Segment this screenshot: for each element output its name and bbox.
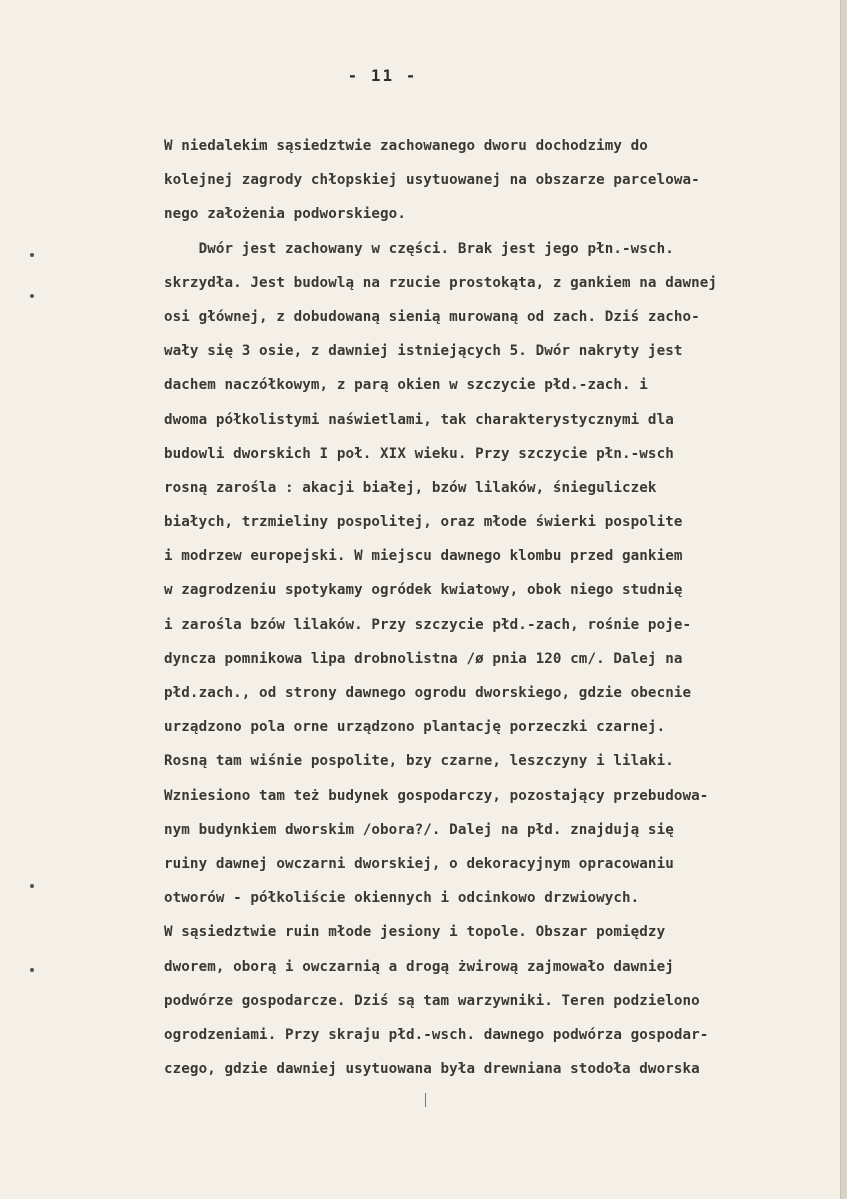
margin-mark (30, 968, 34, 972)
text-line: Rosną tam wiśnie pospolite, bzy czarne, leszczyny i lilaki. (164, 753, 674, 770)
text-line: W niedalekim sąsiedztwie zachowanego dworu dochodzimy do (164, 138, 648, 154)
text-line: białych, trzmieliny pospolitej, oraz młode świerki pospolite (164, 514, 683, 531)
text-line: dyncza pomnikowa lipa drobnolistna /ø pnia 120 cm/. Dalej na (164, 650, 683, 667)
text-line: dworem, oborą i owczarnią a drogą żwirową zajmowało dawniej (164, 958, 674, 975)
text-line: czego, gdzie dawniej usytuowana była drewniana stodoła dworska (164, 1061, 700, 1078)
margin-mark (30, 294, 34, 298)
text-line: Wzniesiono tam też budynek gospodarczy, pozostający przebudowa- (164, 787, 709, 804)
text-line: w zagrodzeniu spotykamy ogródek kwiatowy, obok niego studnię (164, 582, 683, 599)
text-line: skrzydła. Jest budowlą na rzucie prostokąta, z gankiem na dawnej (164, 274, 718, 291)
text-line: podwórze gospodarcze. Dziś są tam warzywniki. Teren podzielono (164, 992, 700, 1009)
text-line: nym budynkiem dworskim /obora?/. Dalej na płd. znajdują się (164, 821, 674, 838)
text-line: płd.zach., od strony dawnego ogrodu dworskiego, gdzie obecnie (164, 685, 692, 701)
text-line: ogrodzeniami. Przy skraju płd.-wsch. dawnego podwórza gospodar- (164, 1026, 709, 1043)
margin-mark (30, 253, 34, 257)
text-line: rosną zarośla : akacji białej, bzów lilaków, śnieguliczek (164, 479, 657, 496)
text-line: W sąsiedztwie ruin młode jesiony i topole. Obszar pomiędzy (164, 924, 666, 941)
text-line: dwoma półkolistymi naświetlami, tak charakterystycznymi dla (164, 411, 674, 428)
text-line: otworów - półkoliście okiennych i odcinkowo drzwiowych. (164, 890, 640, 907)
pen-mark (425, 1093, 426, 1107)
text-line: Dwór jest zachowany w części. Brak jest jego płn.-wsch. (164, 240, 674, 257)
text-line: urządzono pola orne urządzono plantację porzeczki czarnej. (164, 719, 666, 736)
text-line: dachem naczółkowym, z parą okien w szczycie płd.-zach. i (164, 377, 648, 394)
page-number: - 11 - (347, 66, 418, 85)
text-line: budowli dworskich I poł. XIX wieku. Przy szczycie płn.-wsch (164, 445, 674, 462)
text-line: kolejnej zagrody chłopskiej usytuowanej na obszarze parcelowa- (164, 172, 700, 189)
text-line: ruiny dawnej owczarni dworskiej, o dekoracyjnym opracowaniu (164, 855, 674, 872)
text-line: nego założenia podworskiego. (164, 206, 406, 223)
page-edge (840, 0, 847, 1199)
text-line: osi głównej, z dobudowaną sienią murowaną od zach. Dziś zacho- (164, 308, 700, 325)
text-line: i zarośla bzów lilaków. Przy szczycie płd.-zach, rośnie poje- (164, 616, 692, 633)
text-line: i modrzew europejski. W miejscu dawnego klombu przed gankiem (164, 548, 683, 565)
text-line: wały się 3 osie, z dawniej istniejących 5. Dwór nakryty jest (164, 343, 683, 360)
body-text (164, 138, 836, 1095)
margin-mark (30, 884, 34, 888)
